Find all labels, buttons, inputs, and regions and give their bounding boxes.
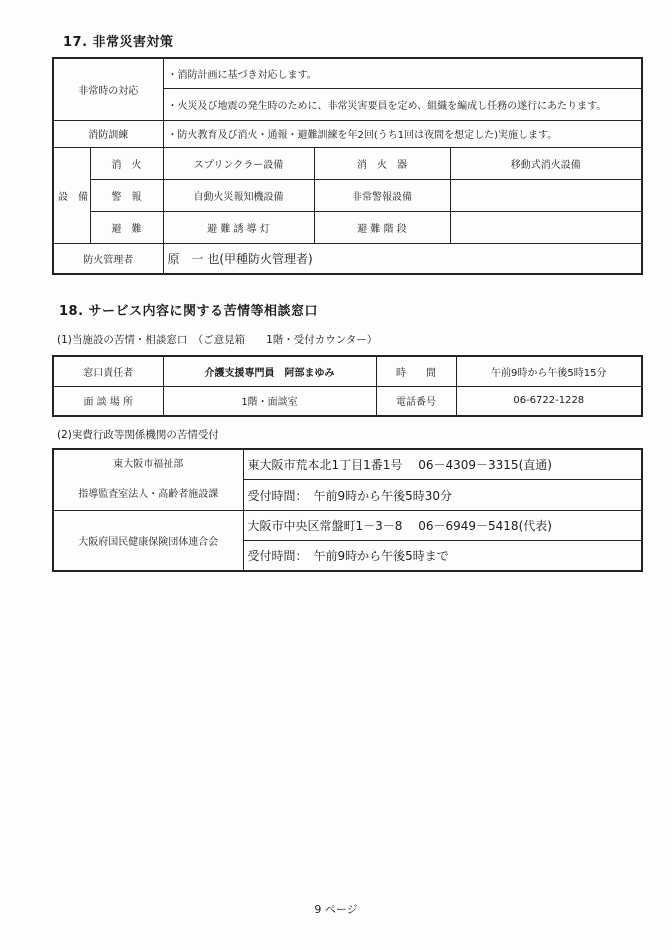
equipment-cell: 消 火 器: [314, 147, 450, 179]
contact-person-value: 介護支援専門員 阿部まゆみ: [163, 356, 376, 386]
equipment-cell: 移動式消火設備: [450, 147, 642, 179]
agency-1-address: 東大阪市荒本北1丁目1番1号 06－4309－3315(直通): [243, 449, 642, 480]
drill-label: 消防訓練: [53, 120, 163, 147]
hours-label: 時 間: [376, 356, 456, 386]
equipment-cell: [450, 179, 642, 211]
equipment-cell: スプリンクラー設備: [163, 147, 314, 179]
equipment-label: 設 備: [53, 147, 90, 243]
phone-value: 06-6722-1228: [456, 386, 642, 416]
equipment-cell: 避 難 誘 導 灯: [163, 211, 314, 243]
contact-person-label: 窓口責任者: [53, 356, 163, 386]
phone-label: 電話番号: [376, 386, 456, 416]
hours-value: 午前9時から午後5時15分: [456, 356, 642, 386]
equipment-cell: 避 難 階 段: [314, 211, 450, 243]
equipment-category: 避 難: [90, 211, 163, 243]
drill-text: ・防火教育及び消火・通報・避難訓練を年2回(うち1回は夜間を想定した)実施します。: [163, 120, 642, 147]
subsection-2-title: (2)実費行政等関係機関の苦情受付: [57, 429, 219, 441]
equipment-category: 消 火: [90, 147, 163, 179]
agency-1-name-line-1: 東大阪市福祉部: [113, 459, 184, 470]
agency-1-name-line-2: 指導監査室法人・高齢者施設課: [78, 489, 219, 500]
section-17-title: 17. 非常災害対策: [63, 35, 174, 50]
equipment-cell: 非常警報設備: [314, 179, 450, 211]
fire-manager-value: 原 一 也(甲種防火管理者): [163, 243, 642, 274]
agency-2-address: 大阪市中央区常盤町1－3－8 06－6949－5418(代表): [243, 511, 642, 541]
emergency-line-2: ・火災及び地震の発生時のために、非常災害要員を定め、組織を編成し任務の遂行にあたります。: [163, 88, 642, 120]
section-18-title: 18. サービス内容に関する苦情等相談窓口: [59, 304, 319, 319]
disaster-table: [52, 57, 643, 275]
agency-1-hours: 受付時間： 午前9時から午後5時30分: [243, 480, 642, 511]
agency-2-name: 大阪府国民健康保険団体連合会: [53, 511, 243, 571]
equipment-category: 警 報: [90, 179, 163, 211]
page-number: 9 ページ: [314, 903, 358, 916]
equipment-cell: 自動火災報知機設備: [163, 179, 314, 211]
emergency-line-1: ・消防計画に基づき対応します。: [163, 58, 642, 88]
fire-manager-label: 防火管理者: [53, 243, 163, 274]
subsection-1-title: (1)当施設の苦情・相談窓口 （ご意見箱 1階・受付カウンター）: [57, 334, 378, 346]
equipment-cell: [450, 211, 642, 243]
agency-1-name: [53, 449, 243, 511]
interview-place-value: 1階・面談室: [163, 386, 376, 416]
emergency-label: 非常時の対応: [53, 58, 163, 120]
agency-2-hours: 受付時間： 午前9時から午後5時まで: [243, 541, 642, 571]
agency-contact-table: [52, 448, 643, 572]
interview-place-label: 面 談 場 所: [53, 386, 163, 416]
facility-contact-table: [52, 355, 643, 417]
